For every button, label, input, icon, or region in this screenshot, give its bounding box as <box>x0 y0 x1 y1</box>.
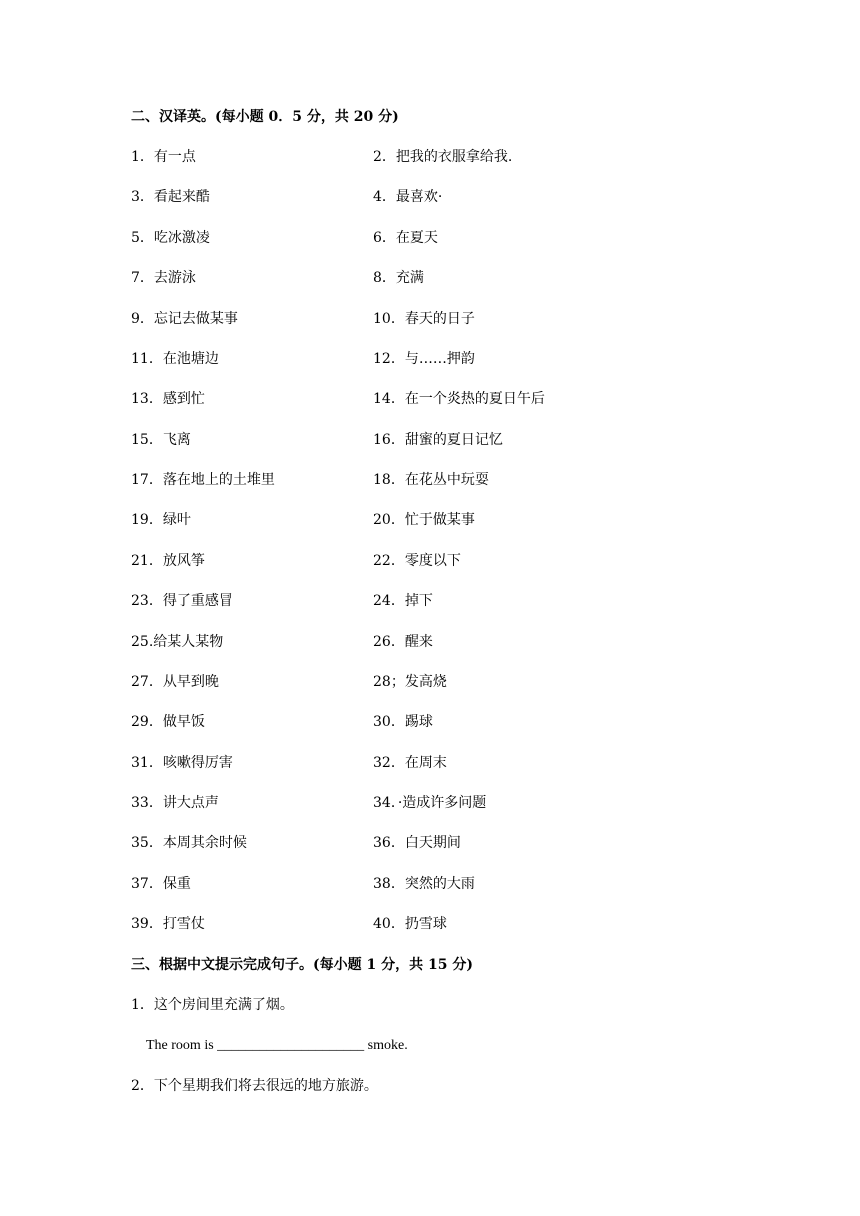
question-1-fill-sentence: The room is _____________________ smoke. <box>146 1038 408 1053</box>
item-9: 9．忘记去做某事 <box>131 311 238 327</box>
item-4: 4．最喜欢· <box>373 189 443 205</box>
list-item <box>0 147 860 167</box>
item-16: 16．甜蜜的夏日记忆 <box>373 432 503 448</box>
item-26: 26．醒来 <box>373 634 433 650</box>
list-item <box>0 470 860 490</box>
item-17: 17．落在地上的土堆里 <box>131 472 275 488</box>
item-14: 14．在一个炎热的夏日午后 <box>373 391 545 407</box>
item-3: 3．看起来酷 <box>131 189 210 205</box>
item-7: 7．去游泳 <box>131 270 196 286</box>
item-37: 37．保重 <box>131 876 191 892</box>
list-item <box>0 672 860 692</box>
item-21: 21．放风筝 <box>131 553 205 569</box>
item-29: 29．做早饭 <box>131 714 205 730</box>
list-item <box>0 632 860 652</box>
item-25: 25.给某人某物 <box>131 634 224 650</box>
item-11: 11．在池塘边 <box>131 351 219 367</box>
item-13: 13．感到忙 <box>131 391 205 407</box>
list-item <box>0 309 860 329</box>
list-item <box>0 187 860 207</box>
item-40: 40．扔雪球 <box>373 916 447 932</box>
item-27: 27．从早到晚 <box>131 674 219 690</box>
item-2: 2．把我的衣服拿给我. <box>373 149 513 165</box>
item-39: 39．打雪仗 <box>131 916 205 932</box>
item-20: 20．忙于做某事 <box>373 512 475 528</box>
list-item <box>0 753 860 773</box>
item-35: 35．本周其余时候 <box>131 835 247 851</box>
item-31: 31．咳嗽得厉害 <box>131 755 233 771</box>
item-15: 15．飞离 <box>131 432 191 448</box>
list-item <box>0 833 860 853</box>
list-item <box>0 793 860 813</box>
item-6: 6．在夏天 <box>373 230 438 246</box>
item-32: 32．在周末 <box>373 755 447 771</box>
item-12: 12．与……押韵 <box>373 351 475 367</box>
item-34: 34．·造成许多问题 <box>373 795 487 811</box>
item-23: 23．得了重感冒 <box>131 593 233 609</box>
item-8: 8．充满 <box>373 270 424 286</box>
list-item <box>0 551 860 571</box>
item-19: 19．绿叶 <box>131 512 191 528</box>
list-item <box>0 430 860 450</box>
item-24: 24．掉下 <box>373 593 433 609</box>
item-1: 1．有一点 <box>131 149 196 165</box>
item-10: 10．春天的日子 <box>373 311 475 327</box>
list-item <box>0 349 860 369</box>
item-5: 5．吃冰激凌 <box>131 230 210 246</box>
section-2-title: 二、汉译英。(每小题 0．5 分，共 20 分) <box>131 109 399 125</box>
question-1: 1．这个房间里充满了烟。 <box>131 997 294 1013</box>
section-3-title: 三、根据中文提示完成句子。(每小题 1 分，共 15 分) <box>131 957 473 973</box>
list-item <box>0 389 860 409</box>
item-33: 33．讲大点声 <box>131 795 219 811</box>
list-item <box>0 712 860 732</box>
list-item <box>0 228 860 248</box>
question-2: 2．下个星期我们将去很远的地方旅游。 <box>131 1078 378 1094</box>
item-22: 22．零度以下 <box>373 553 461 569</box>
list-item <box>0 914 860 934</box>
item-28: 28；发高烧 <box>373 674 447 690</box>
list-item <box>0 874 860 894</box>
item-36: 36．白天期间 <box>373 835 461 851</box>
list-item <box>0 591 860 611</box>
item-18: 18．在花丛中玩耍 <box>373 472 489 488</box>
item-30: 30．踢球 <box>373 714 433 730</box>
list-item <box>0 510 860 530</box>
list-item <box>0 268 860 288</box>
item-38: 38．突然的大雨 <box>373 876 475 892</box>
